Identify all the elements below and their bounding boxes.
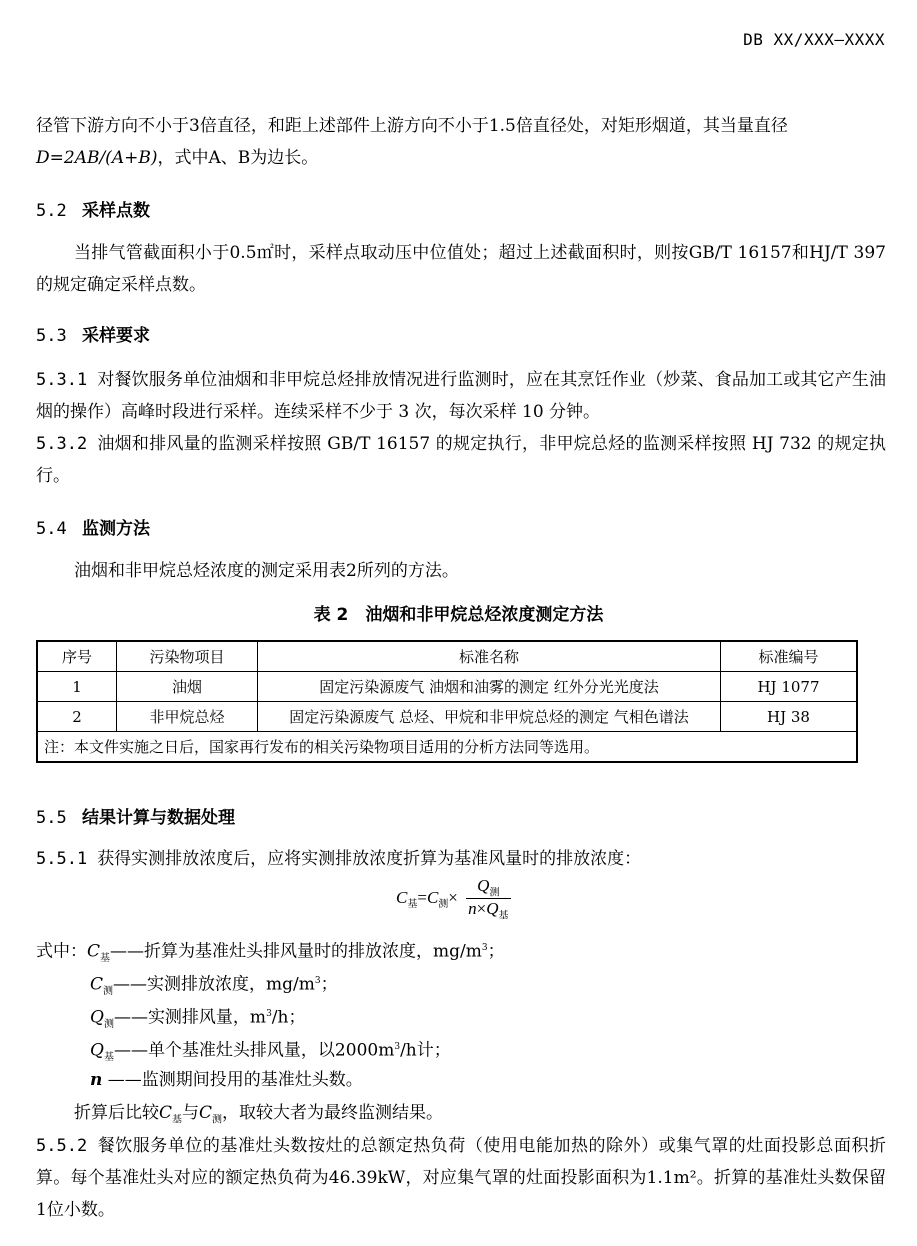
table-cell: 非甲烷总烃 xyxy=(117,702,258,732)
def-subscript: 测 xyxy=(103,986,114,998)
intro-paragraph xyxy=(36,110,886,174)
clause-text: 获得实测排放浓度后，应将实测排放浓度折算为基准风量时的排放浓度： xyxy=(97,849,642,869)
formula-equals: = xyxy=(417,887,427,907)
column-header: 序号 xyxy=(37,641,117,672)
section-5-2-heading xyxy=(36,196,150,221)
clause-number: 5.5.2 xyxy=(36,1136,88,1156)
def-text: ——实测排风量，m xyxy=(113,1007,267,1028)
section-number: 5.2 xyxy=(36,201,67,221)
table-header-row xyxy=(37,641,857,672)
section-title: 采样点数 xyxy=(82,201,150,221)
formula-numerator xyxy=(466,876,510,899)
formula-c-subscript: 测 xyxy=(438,899,449,911)
column-header: 标准名称 xyxy=(258,641,721,672)
formula-c-variable: C xyxy=(426,887,439,907)
table-cell: 固定污染源废气 油烟和油雾的测定 红外分光光度法 xyxy=(258,672,721,702)
formula-times: × xyxy=(448,887,458,907)
compare-b-variable: C xyxy=(199,1103,213,1123)
document-code: DB XX/XXX—XXXX xyxy=(743,30,885,49)
clause-5-3-1 xyxy=(36,364,886,428)
def-tail: ； xyxy=(487,941,505,962)
section-5-5-heading xyxy=(36,803,235,828)
section-5-4-heading xyxy=(36,514,150,539)
where-label: 式中： xyxy=(36,941,87,962)
formula-den-times: × xyxy=(476,899,487,919)
methods-table xyxy=(36,640,858,763)
def-variable: C xyxy=(87,941,101,962)
column-header: 标准编号 xyxy=(721,641,858,672)
section-title: 结果计算与数据处理 xyxy=(82,808,235,828)
table-note-row xyxy=(37,732,857,763)
formula-num-subscript: 测 xyxy=(489,887,500,899)
table-cell: 1 xyxy=(37,672,117,702)
section-number: 5.3 xyxy=(36,326,67,346)
formula-lhs-variable: C xyxy=(396,887,408,907)
column-header: 污染物项目 xyxy=(117,641,258,672)
def-subscript: 基 xyxy=(103,1052,114,1064)
clause-number: 5.3.1 xyxy=(36,370,88,390)
table-note: 注：本文件实施之日后，国家再行发布的相关污染物项目适用的分析方法同等选用。 xyxy=(37,732,857,763)
def-text: ——折算为基准灶头排风量时的排放浓度，mg/m xyxy=(110,941,482,962)
def-variable: Q xyxy=(90,1007,104,1028)
section-number: 5.4 xyxy=(36,519,67,539)
section-5-2-text: 当排气管截面积小于0.5㎡时，采样点取动压中位值处；超过上述截面积时，则按GB/T 16157和HJ/T 397的规定确定采样点数。 xyxy=(36,243,886,295)
clause-text: 餐饮服务单位的基准灶头数按灶的总额定热负荷（使用电能加热的除外）或集气罩的灶面投影总面积折算。每个基准灶头对应的额定热负荷为46.39kW，对应集气罩的灶面投影面积为1.1m²。折算的基准灶头数保留1位小数。 xyxy=(36,1136,886,1220)
equivalent-diameter-formula: D=2AB/(A+B) xyxy=(36,148,158,168)
compare-a-variable: C xyxy=(159,1103,173,1123)
table-2-caption: 表 2 油烟和非甲烷总烃浓度测定方法 xyxy=(313,605,604,625)
table-cell: 油烟 xyxy=(117,672,258,702)
def-tail: /h； xyxy=(271,1007,306,1028)
compare-b-subscript: 测 xyxy=(212,1114,223,1126)
clause-number: 5.5.1 xyxy=(36,849,88,869)
table-cell: HJ 1077 xyxy=(721,672,858,702)
def-variable: n xyxy=(90,1070,103,1090)
def-variable: C xyxy=(90,974,104,995)
def-tail: /h计； xyxy=(400,1040,451,1061)
formula-num-variable: Q xyxy=(477,876,490,895)
intro-line2: ，式中A、B为边长。 xyxy=(157,148,319,168)
formula-den-subscript: 基 xyxy=(498,910,509,922)
def-text: ——监测期间投用的基准灶头数。 xyxy=(102,1070,363,1090)
def-superscript: 3 xyxy=(394,1042,401,1052)
formula-denominator xyxy=(466,899,510,921)
def-text: ——实测排放浓度，mg/m xyxy=(113,974,315,995)
section-title: 采样要求 xyxy=(82,326,150,346)
def-variable: Q xyxy=(90,1040,104,1061)
section-title: 监测方法 xyxy=(82,519,150,539)
def-subscript: 基 xyxy=(100,953,111,965)
table-row xyxy=(37,702,857,732)
def-subscript: 测 xyxy=(103,1019,114,1031)
clause-number: 5.3.2 xyxy=(36,434,88,454)
compare-a-subscript: 基 xyxy=(172,1114,183,1126)
section-5-4-text: 油烟和非甲烷总烃浓度的测定采用表2所列的方法。 xyxy=(74,561,459,581)
def-superscript: 3 xyxy=(314,976,321,986)
section-5-3-heading xyxy=(36,321,150,346)
formula-fraction xyxy=(466,876,510,922)
clause-5-5-1 xyxy=(36,843,886,875)
table-row xyxy=(37,672,857,702)
table-cell: HJ 38 xyxy=(721,702,858,732)
formula-den-n: n xyxy=(468,899,477,919)
compare-mid: 与 xyxy=(182,1103,200,1123)
formula-den-variable: Q xyxy=(486,899,499,919)
table-cell: 2 xyxy=(37,702,117,732)
clause-5-5-2 xyxy=(36,1130,886,1226)
formula-lhs-subscript: 基 xyxy=(407,899,418,911)
section-number: 5.5 xyxy=(36,808,67,828)
conversion-formula xyxy=(396,876,511,922)
definition-line xyxy=(90,1064,363,1096)
intro-line1: 径管下游方向不小于3倍直径，和距上述部件上游方向不小于1.5倍直径处，对矩形烟道，其当量直径 xyxy=(36,116,788,136)
def-tail: ； xyxy=(320,974,338,995)
table-cell: 固定污染源废气 总烃、甲烷和非甲烷总烃的测定 气相色谱法 xyxy=(258,702,721,732)
clause-text: 对餐饮服务单位油烟和非甲烷总烃排放情况进行监测时，应在其烹饪作业（炒菜、食品加工或其它产生油烟的操作）高峰时段进行采样。连续采样不少于 3 次，每次采样 10 分钟。 xyxy=(36,370,886,422)
compare-post: ，取较大者为最终监测结果。 xyxy=(222,1103,444,1123)
compare-pre: 折算后比较 xyxy=(74,1103,159,1123)
def-superscript: 3 xyxy=(266,1009,272,1019)
def-text: ——单个基准灶头排风量，以2000m xyxy=(113,1040,395,1061)
def-superscript: 3 xyxy=(481,943,488,953)
clause-text: 油烟和排风量的监测采样按照 GB/T 16157 的规定执行，非甲烷总烃的监测采样按照 HJ 732 的规定执行。 xyxy=(36,434,886,486)
clause-5-3-2 xyxy=(36,428,886,492)
